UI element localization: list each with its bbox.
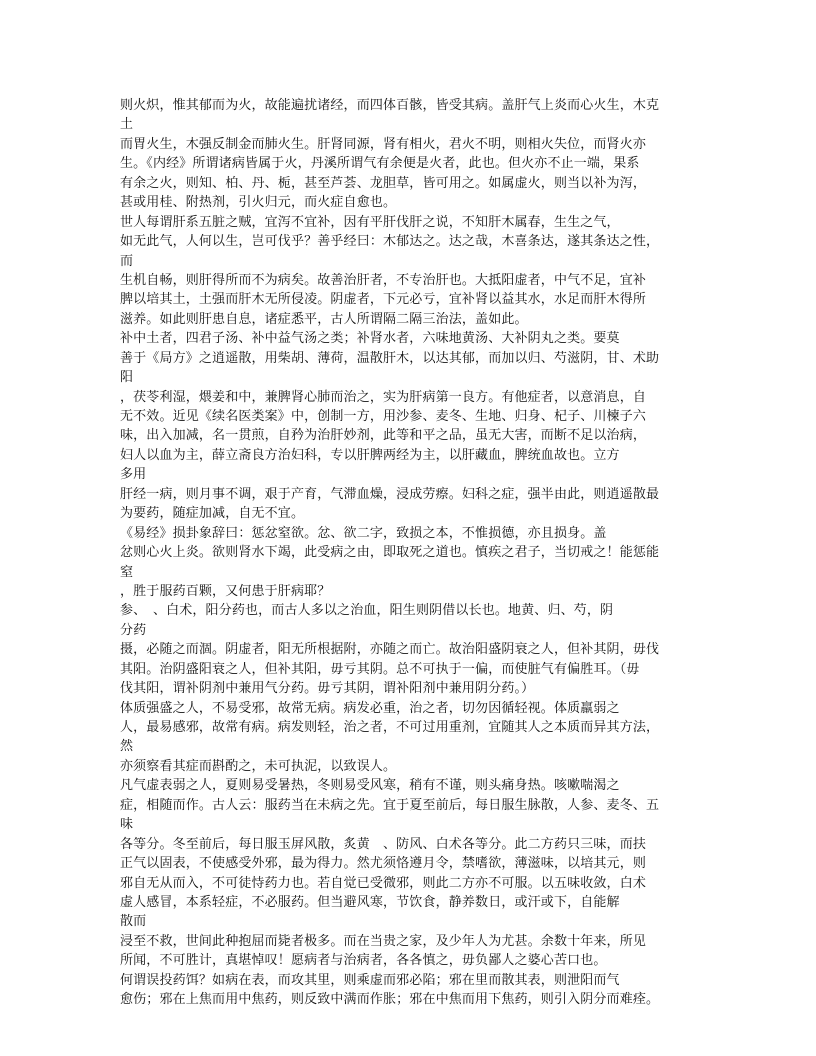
text-line: 而 <box>120 253 134 269</box>
text-line: 分药 <box>120 622 147 638</box>
text-line: 所闻，不可胜计，真堪悼叹！愿病者与治病者，各各慎之，毋负鄙人之婆心苦口也。 <box>120 953 607 969</box>
text-line: 则火炽，惟其郁而为火，故能遍扰诸经，而四体百骸，皆受其病。盖肝气上炎而心火生，木克 <box>120 98 660 113</box>
text-line: 其阳。治阴盛阳衰之人，但补其阳，毋亏其阴。总不可执于一偏，而使脏气有偏胜耳。（毋 <box>120 661 640 677</box>
document-body <box>120 96 696 1010</box>
text-line: 生。《内经》所谓诸病皆属于火，丹溪所谓气有余便是火者，此也。但火亦不止一端，果系 <box>120 156 640 172</box>
text-line: 味，出入加减，名一贯煎，自矜为治肝妙剂，此等和平之品，虽无大害，而断不足以治病， <box>120 428 647 444</box>
text-line: 为要药，随症加减，自无不宜。 <box>120 506 305 522</box>
text-line: 多用 <box>120 467 147 483</box>
text-line: 《易经》损卦象辞曰：惩忿窒欲。忿、欲二字，致损之本，不惟损德，亦且损身。盖 <box>120 525 607 541</box>
text-line: 窒 <box>120 564 134 580</box>
text-line: 参、 、白术，阳分药也，而古人多以之治血，阳生则阴借以长也。地黄、归、芍，阴 <box>120 603 614 619</box>
text-line: 生机自畅，则肝得所而不为病矣。故善治肝者，不专治肝也。大抵阳虚者，中气不足，宜补 <box>120 272 647 288</box>
text-line: 人，最易感邪，故常有病。病发则轻，治之者，不可过用重剂，宜随其人之本质而异其方法， <box>120 720 660 735</box>
text-line: 滋养。如此则肝患自息，诸症悉平，古人所谓隔二隔三治法，盖如此。 <box>120 311 528 327</box>
text-line: 散而 <box>120 914 147 930</box>
text-line: 各等分。冬至前后，每日服玉屏风散，炙黄 、防风、白术各等分。此二方药只三味，而扶 <box>120 836 647 852</box>
text-line: 邪自无从而入，不可徒恃药力也。若自觉已受微邪，则此二方亦不可服。以五味收敛，白术 <box>120 875 647 891</box>
text-line: 而胃火生，木强反制金而肺火生。肝肾同源，肾有相火，君火不明，则相火失位，而肾火亦 <box>120 136 647 152</box>
text-line: 症，相随而作。古人云：服药当在未病之先。宜于夏至前后，每日服生脉散，人参、麦冬、五 <box>120 797 660 813</box>
text-line: 伐其阳，谓补阴剂中兼用气分药。毋亏其阴，谓补阳剂中兼用阴分药。） <box>120 681 535 697</box>
text-line: 土 <box>120 117 134 133</box>
text-line: 摄，必随之而涸。阴虚者，阳无所根据附，亦随之而亡。故治阳盛阴衰之人，但补其阴，毋伐 <box>120 642 660 658</box>
text-line: 无不效。近见《续名医类案》中，创制一方，用沙参、麦冬、生地、归身、杞子、川楝子六 <box>120 409 647 424</box>
text-line: 阳 <box>120 370 134 386</box>
text-line: 甚或用桂、附热剂，引火归元，而火症自愈也。 <box>120 195 397 211</box>
text-line: 愈伤；邪在上焦而用中焦药，则反致中满而作胀；邪在中焦而用下焦药，则引入阴分而难痊。 <box>120 992 660 1008</box>
text-line: 正气以固表，不使感受外邪，最为得力。然尤须恪遵月令，禁嗜欲，薄滋味，以培其元，则 <box>120 856 647 872</box>
text-line: 如无此气，人何以生，岂可伐乎？善乎经曰：木郁达之。达之哉，木喜条达，遂其条达之性， <box>120 234 660 250</box>
text-line: 忿则心火上炎。欲则肾水下竭，此受病之由，即取死之道也。慎疾之君子，当切戒之！能惩能 <box>120 545 660 561</box>
text-line: 虚人感冒，本系轻症，不必服药。但当避风寒，节饮食，静养数日，或汗或下，自能解 <box>120 894 620 910</box>
text-line: 有余之火，则知、柏、丹、栀，甚至芦荟、龙胆草，皆可用之。如属虚火，则当以补为泻， <box>120 175 647 191</box>
text-line: 补中土者，四君子汤、补中益气汤之类；补肾水者，六味地黄汤、大补阴丸之类。要莫 <box>120 331 620 347</box>
text-line: 味 <box>120 817 134 833</box>
text-line: 然 <box>120 739 134 755</box>
text-line: 善于《局方》之逍遥散，用柴胡、薄荷，温散肝木，以达其郁，而加以归、芍滋阴，甘、术助 <box>120 350 660 366</box>
text-line: 脾以培其土，土强而肝木无所侵凌。阴虚者，下元必亏，宜补肾以益其水，水足而肝木得所 <box>120 292 647 308</box>
text-line: ，胜于服药百颗，又何患于肝病耶？ <box>120 583 331 599</box>
text-line: 凡气虚表弱之人，夏则易受暑热，冬则易受风寒，稍有不谨，则头痛身热。咳嗽喘渴之 <box>120 778 620 794</box>
text-line: ，茯苓利湿，煨姜和中，兼脾肾心肺而治之，实为肝病第一良方。有他症者，以意消息，自 <box>120 389 647 405</box>
text-line: 世人每谓肝系五脏之贼，宜泻不宜补，因有平肝伐肝之说，不知肝木属春，生生之气， <box>120 214 620 230</box>
text-line: 亦须察看其症而斟酌之，未可执泥，以致误人。 <box>120 758 397 774</box>
text-line: 浸至不救，世间此种抱屈而毙者极多。而在当贵之家，及少年人为尤甚。余数十年来，所见 <box>120 933 647 949</box>
text-line: 肝经一病，则月事不调，艰于产育，气滞血燥，浸成劳瘵。妇科之症，强半由此，则逍遥散最 <box>120 486 660 502</box>
text-line: 妇人以血为主，薛立斋良方治妇科，专以肝脾两经为主，以肝藏血，脾统血故也。立方 <box>120 447 620 463</box>
text-line: 何谓误投药饵？如病在表，而攻其里，则乘虚而邪必陷；邪在里而散其表，则泄阳而气 <box>120 972 620 988</box>
text-line: 体质强盛之人，不易受邪，故常无病。病发必重，治之者，切勿因循轻视。体质羸弱之 <box>120 700 620 716</box>
